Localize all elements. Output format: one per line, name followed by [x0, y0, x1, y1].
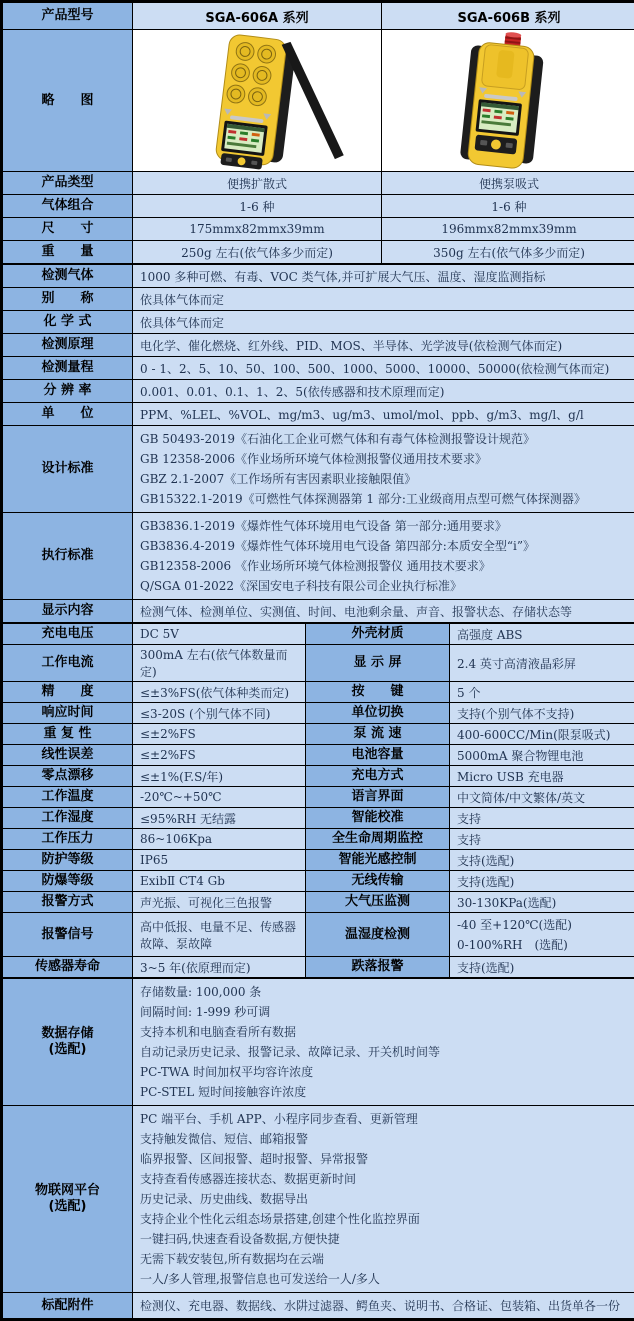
spec-row-sensor-life	[3, 957, 634, 978]
spec-value: 支持(选配)	[450, 957, 634, 978]
spec-row-alarm-mode	[3, 892, 634, 913]
paired-spec-table	[2, 623, 634, 978]
spec-value: 1000 多种可燃、有毒、VOC 类气体,并可扩展大气压、温度、湿度监测指标	[133, 265, 634, 288]
spec-label: 外壳材质	[306, 624, 450, 645]
model-b-header: SGA-606B 系列	[382, 3, 634, 30]
spec-value: ≤±2%FS	[133, 724, 306, 745]
spec-label: 显示内容	[3, 600, 133, 623]
device-b-illustration	[382, 31, 634, 171]
spec-label: 检测气体	[3, 265, 133, 288]
spec-value: 0.001、0.01、0.1、1、2、5(依传感器和技术原理而定)	[133, 380, 634, 403]
spec-row-principle	[3, 334, 634, 357]
label-line: 数据存储	[3, 1026, 132, 1042]
spec-value: 400-600CC/Min(限泵吸式)	[450, 724, 634, 745]
spec-value: 0 - 1、2、5、10、50、100、500、1000、5000、10000、50000(依检测气体而定)	[133, 357, 634, 380]
spec-value: 检测仪、充电器、数据线、水阱过滤器、鳄鱼夹、说明书、合格证、包装箱、出货单各一份	[133, 1293, 634, 1319]
spec-value: 声光振、可视化三色报警	[133, 892, 306, 913]
model-a-header: SGA-606A 系列	[133, 3, 382, 30]
spec-row-ip-rating	[3, 850, 634, 871]
spec-row-resolution	[3, 380, 634, 403]
standard-line: GBZ 2.1-2007《工作场所有害因素职业接触限值》	[140, 469, 629, 489]
spec-label: 电池容量	[306, 745, 450, 766]
device-a-sketch-cell	[133, 30, 382, 172]
spec-label: 别 称	[3, 288, 133, 311]
spec-row-gas-combo	[3, 195, 634, 218]
spec-label: 重 量	[3, 241, 133, 264]
spec-label: 智能光感控制	[306, 850, 450, 871]
spec-label: 检测原理	[3, 334, 133, 357]
spec-label: 工作温度	[3, 787, 133, 808]
spec-label: 单位切换	[306, 703, 450, 724]
spec-value: -20℃~+50℃	[133, 787, 306, 808]
feature-line: 一键扫码,快速查看设备数据,方便快捷	[140, 1229, 629, 1249]
spec-label: 执行标准	[3, 513, 133, 600]
feature-spec-table	[2, 978, 634, 1319]
model-header-label: 产品型号	[3, 3, 133, 30]
spec-value-multiline	[450, 913, 634, 957]
spec-row-detect-gas	[3, 265, 634, 288]
header-row	[3, 3, 634, 30]
spec-value-b: 350g 左右(依气体多少而定)	[382, 241, 634, 264]
spec-label: 充电方式	[306, 766, 450, 787]
spec-label: 分 辨 率	[3, 380, 133, 403]
spec-value: 高中低报、电量不足、传感器故障、泵故障	[133, 913, 306, 957]
spec-value: 中文简体/中文繁体/英文	[450, 787, 634, 808]
standard-line: GB12358-2006 《作业场所环境气体检测报警仪 通用技术要求》	[140, 556, 629, 576]
spec-label: 产品类型	[3, 172, 133, 195]
spec-value: PPM、%LEL、%VOL、mg/m3、ug/m3、umol/mol、ppb、g/m3、mg/l、g/l	[133, 403, 634, 426]
spec-value: 依具体气体而定	[133, 311, 634, 334]
feature-line: 临界报警、区间报警、超时报警、异常报警	[140, 1149, 629, 1169]
spec-value-a: 便携扩散式	[133, 172, 382, 195]
spec-row-working-humidity	[3, 808, 634, 829]
spec-value: 300mA 左右(依气体数量而定)	[133, 645, 306, 682]
spec-label: 零点漂移	[3, 766, 133, 787]
label-note: (选配)	[3, 1042, 132, 1058]
spec-value-a: 1-6 种	[133, 195, 382, 218]
spec-value: 5000mA 聚合物锂电池	[450, 745, 634, 766]
spec-value: ExibⅡ CT4 Gb	[133, 871, 306, 892]
spec-label: 全生命周期监控	[306, 829, 450, 850]
feature-line: PC-TWA 时间加权平均容许浓度	[140, 1062, 629, 1082]
standard-line: GB3836.1-2019《爆炸性气体环境用电气设备 第一部分:通用要求》	[140, 516, 629, 536]
spec-value: ≤95%RH 无结露	[133, 808, 306, 829]
spec-row-design-standard	[3, 426, 634, 513]
spec-row-repeatability	[3, 724, 634, 745]
sketch-row	[3, 30, 634, 172]
standard-line: GB 12358-2006《作业场所环境气体检测报警仪通用技术要求》	[140, 449, 629, 469]
spec-label: 充电电压	[3, 624, 133, 645]
spec-row-linearity	[3, 745, 634, 766]
feature-line: 一人/多人管理,报警信息也可发送给一人/多人	[140, 1269, 629, 1289]
spec-value: 支持(选配)	[450, 871, 634, 892]
spec-value-multiline	[133, 513, 634, 600]
spec-label: 温湿度检测	[306, 913, 450, 957]
spec-label: 显 示 屏	[306, 645, 450, 682]
standard-line: GB 50493-2019《石油化工企业可燃气体和有毒气体检测报警设计规范》	[140, 429, 629, 449]
spec-label: 工作湿度	[3, 808, 133, 829]
feature-line: 支持本机和电脑查看所有数据	[140, 1022, 629, 1042]
spec-row-working-pressure	[3, 829, 634, 850]
standard-line: GB3836.4-2019《爆炸性气体环境用电气设备 第四部分:本质安全型“i”》	[140, 536, 629, 556]
spec-value: Micro USB 充电器	[450, 766, 634, 787]
spec-row-accessories	[3, 1293, 634, 1319]
feature-line: PC-STEL 短时间接触容许浓度	[140, 1082, 629, 1102]
spec-value: ≤±2%FS	[133, 745, 306, 766]
spec-label: 按 键	[306, 682, 450, 703]
spec-row-units	[3, 403, 634, 426]
spec-label: 防护等级	[3, 850, 133, 871]
device-b-sketch-cell	[382, 30, 634, 172]
standard-line: Q/SGA 01-2022《深国安电子科技有限公司企业执行标准》	[140, 576, 629, 596]
spec-value: 5 个	[450, 682, 634, 703]
spec-label: 泵 流 速	[306, 724, 450, 745]
spec-row-iot-platform	[3, 1106, 634, 1293]
spec-row-alarm-signal	[3, 913, 634, 957]
spec-value-multiline	[133, 979, 634, 1106]
spec-label: 报警方式	[3, 892, 133, 913]
spec-label: 设计标准	[3, 426, 133, 513]
spec-label: 尺 寸	[3, 218, 133, 241]
spec-label: 响应时间	[3, 703, 133, 724]
spec-label: 语言界面	[306, 787, 450, 808]
feature-line: 历史记录、历史曲线、数据导出	[140, 1189, 629, 1209]
model-comparison-table	[2, 2, 634, 264]
spec-value: 支持	[450, 829, 634, 850]
spec-label: 跌落报警	[306, 957, 450, 978]
spec-label: 化 学 式	[3, 311, 133, 334]
spec-value: 3~5 年(依原理而定)	[133, 957, 306, 978]
spec-label: 精 度	[3, 682, 133, 703]
spec-label: 防爆等级	[3, 871, 133, 892]
spec-value: 检测气体、检测单位、实测值、时间、电池剩余量、声音、报警状态、存储状态等	[133, 600, 634, 623]
feature-line: 支持企业个性化云组态场景搭建,创建个性化监控界面	[140, 1209, 629, 1229]
spec-row-range	[3, 357, 634, 380]
spec-row-charge-voltage	[3, 624, 634, 645]
spec-label: 无线传输	[306, 871, 450, 892]
spec-row-size	[3, 218, 634, 241]
spec-label: 大气压监测	[306, 892, 450, 913]
spec-label: 传感器寿命	[3, 957, 133, 978]
feature-line: 存储数量: 100,000 条	[140, 982, 629, 1002]
label-note: (选配)	[3, 1199, 132, 1215]
spec-value-a: 175mmx82mmx39mm	[133, 218, 382, 241]
spec-label: 报警信号	[3, 913, 133, 957]
spec-value: ≤±3%FS(依气体种类而定)	[133, 682, 306, 703]
feature-line: 支持触发微信、短信、邮箱报警	[140, 1129, 629, 1149]
spec-label: 线性误差	[3, 745, 133, 766]
spec-value: 依具体气体而定	[133, 288, 634, 311]
feature-line: PC 端平台、手机 APP、小程序同步查看、更新管理	[140, 1109, 629, 1129]
spec-row-product-type	[3, 172, 634, 195]
spec-value: 电化学、催化燃烧、红外线、PID、MOS、半导体、光学波导(依检测气体而定)	[133, 334, 634, 357]
spec-row-exec-standard	[3, 513, 634, 600]
spec-label: 气体组合	[3, 195, 133, 218]
spec-row-working-temp	[3, 787, 634, 808]
feature-line: 自动记录历史记录、报警记录、故障记录、开关机时间等	[140, 1042, 629, 1062]
spec-value-b: 1-6 种	[382, 195, 634, 218]
spec-label: 重 复 性	[3, 724, 133, 745]
spec-value: 支持	[450, 808, 634, 829]
spec-value: 高强度 ABS	[450, 624, 634, 645]
spec-row-alias	[3, 288, 634, 311]
spec-value-b: 便携泵吸式	[382, 172, 634, 195]
label-line: 物联网平台	[3, 1183, 132, 1199]
spec-row-display-content	[3, 600, 634, 623]
spec-label: 标配附件	[3, 1293, 133, 1319]
general-spec-table	[2, 264, 634, 623]
spec-row-zero-drift	[3, 766, 634, 787]
feature-line: 无需下载安装包,所有数据均在云端	[140, 1249, 629, 1269]
spec-value: DC 5V	[133, 624, 306, 645]
spec-value: 30-130KPa(选配)	[450, 892, 634, 913]
spec-row-data-storage	[3, 979, 634, 1106]
feature-line: 间隔时间: 1-999 秒可调	[140, 1002, 629, 1022]
spec-value-multiline	[133, 1106, 634, 1293]
sketch-label: 略 图	[3, 30, 133, 172]
spec-value: ≤3-20S (个别气体不同)	[133, 703, 306, 724]
spec-value: 86~106Kpa	[133, 829, 306, 850]
spec-value: 支持(个别气体不支持)	[450, 703, 634, 724]
spec-row-response-time	[3, 703, 634, 724]
spec-label: 智能校准	[306, 808, 450, 829]
spec-row-formula	[3, 311, 634, 334]
spec-value-a: 250g 左右(依气体多少而定)	[133, 241, 382, 264]
spec-row-accuracy	[3, 682, 634, 703]
spec-value: 2.4 英寸高清液晶彩屏	[450, 645, 634, 682]
spec-label: 工作压力	[3, 829, 133, 850]
feature-line: 支持查看传感器连接状态、数据更新时间	[140, 1169, 629, 1189]
spec-label: 单 位	[3, 403, 133, 426]
spec-label	[3, 979, 133, 1106]
spec-row-weight	[3, 241, 634, 264]
spec-value: IP65	[133, 850, 306, 871]
spec-label	[3, 1106, 133, 1293]
spec-value-multiline	[133, 426, 634, 513]
spec-row-working-current	[3, 645, 634, 682]
spec-value-b: 196mmx82mmx39mm	[382, 218, 634, 241]
standard-line: GB15322.1-2019《可燃性气体探测器第 1 部分:工业级商用点型可燃气体探测器》	[140, 489, 629, 509]
value-line: 0-100%RH (选配)	[457, 935, 629, 955]
spec-label: 检测量程	[3, 357, 133, 380]
value-line: -40 至+120℃(选配)	[457, 915, 629, 935]
spec-label: 工作电流	[3, 645, 133, 682]
spec-value: ≤±1%(F.S/年)	[133, 766, 306, 787]
spec-value: 支持(选配)	[450, 850, 634, 871]
spec-row-ex-rating	[3, 871, 634, 892]
device-a-illustration	[133, 31, 380, 171]
